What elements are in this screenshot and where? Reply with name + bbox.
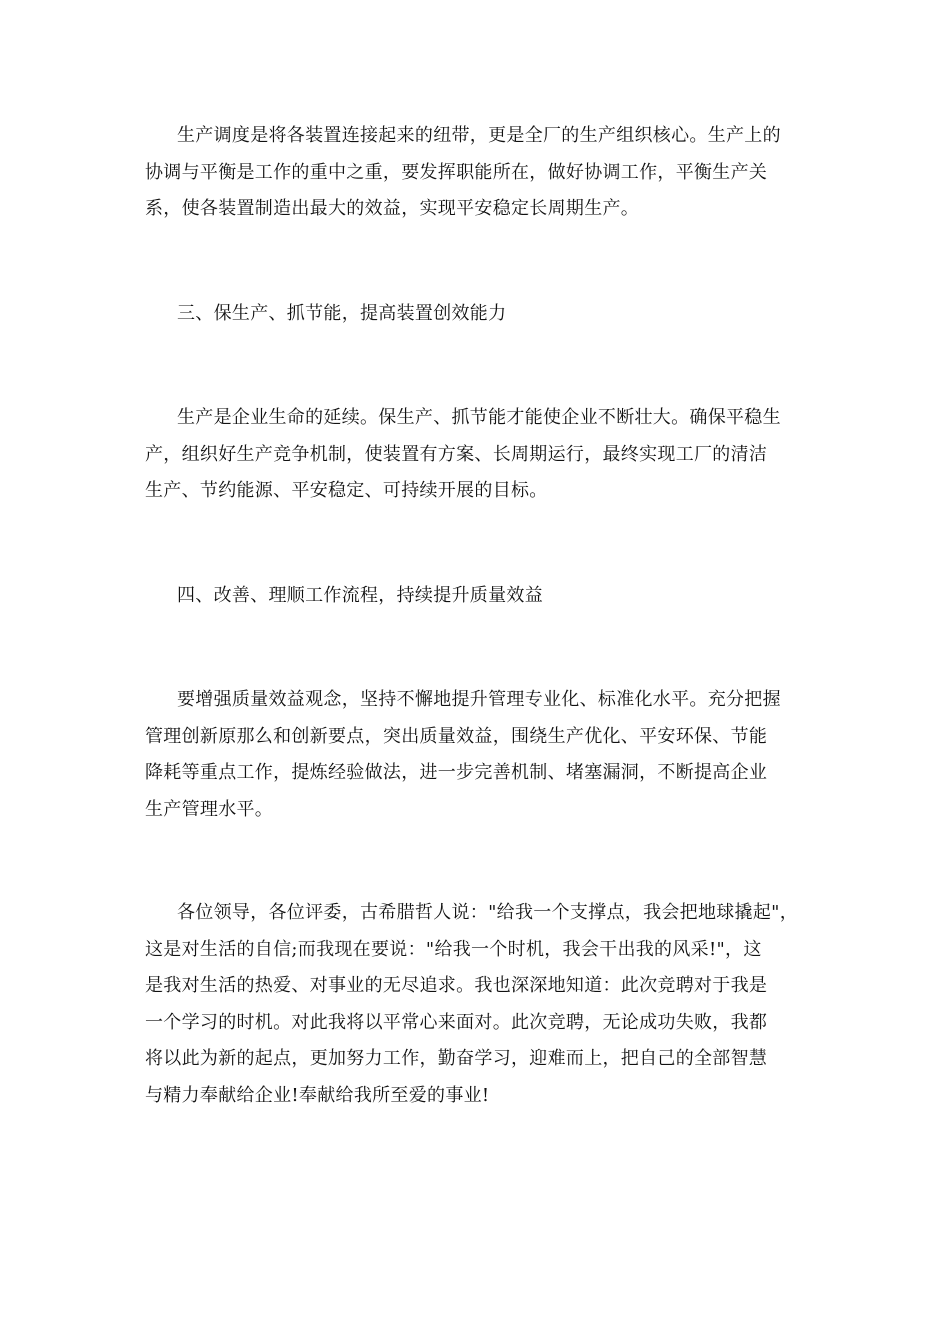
section-heading-3: 三、保生产、抓节能，提高装置创效能力: [177, 303, 507, 324]
paragraph-line: 生产调度是将各装置连接起来的纽带，更是全厂的生产组织核心。生产上的: [177, 125, 781, 146]
paragraph-production-energy: [145, 400, 810, 510]
paragraph-line: 各位领导，各位评委，古希腊哲人说："给我一个支撑点，我会把地球撬起"，: [177, 902, 799, 923]
paragraph-closing-remarks: [145, 895, 810, 1114]
paragraph-line: 这是对生活的自信;而我现在要说："给我一个时机，我会干出我的风采!"，这: [145, 938, 762, 960]
paragraph-line: 一个学习的时机。对此我将以平常心来面对。此次竞聘，无论成功失败，我都: [145, 1011, 768, 1033]
paragraph-production-scheduling: [145, 118, 810, 228]
paragraph-line: 是我对生活的热爱、对事业的无尽追求。我也深深地知道：此次竞聘对于我是: [145, 975, 768, 996]
paragraph-line: 生产、节约能源、平安稳定、可持续开展的目标。: [145, 480, 548, 501]
paragraph-line: 要增强质量效益观念，坚持不懈地提升管理专业化、标准化水平。充分把握: [177, 689, 781, 710]
paragraph-line: 降耗等重点工作，提炼经验做法，进一步完善机制、堵塞漏洞，不断提高企业: [145, 762, 768, 783]
paragraph-line: 与精力奉献给企业!奉献给我所至爱的事业!: [145, 1084, 490, 1106]
paragraph-line: 将以此为新的起点，更加努力工作，勤奋学习，迎难而上，把自己的全部智慧: [145, 1048, 768, 1069]
section-heading-4: 四、改善、理顺工作流程，持续提升质量效益: [177, 585, 543, 606]
paragraph-line: 系，使各装置制造出最大的效益，实现平安稳定长周期生产。: [145, 198, 640, 219]
paragraph-line: 协调与平衡是工作的重中之重，要发挥职能所在，做好协调工作，平衡生产关: [145, 161, 768, 183]
paragraph-line: 产，组织好生产竞争机制，使装置有方案、长周期运行，最终实现工厂的清洁: [145, 443, 768, 465]
paragraph-line: 管理创新原那么和创新要点，突出质量效益，围绕生产优化、平安环保、节能: [145, 725, 768, 747]
paragraph-quality-benefit: [145, 682, 810, 828]
paragraph-line: 生产是企业生命的延续。保生产、抓节能才能使企业不断壮大。确保平稳生: [177, 407, 781, 428]
paragraph-line: 生产管理水平。: [145, 798, 274, 820]
